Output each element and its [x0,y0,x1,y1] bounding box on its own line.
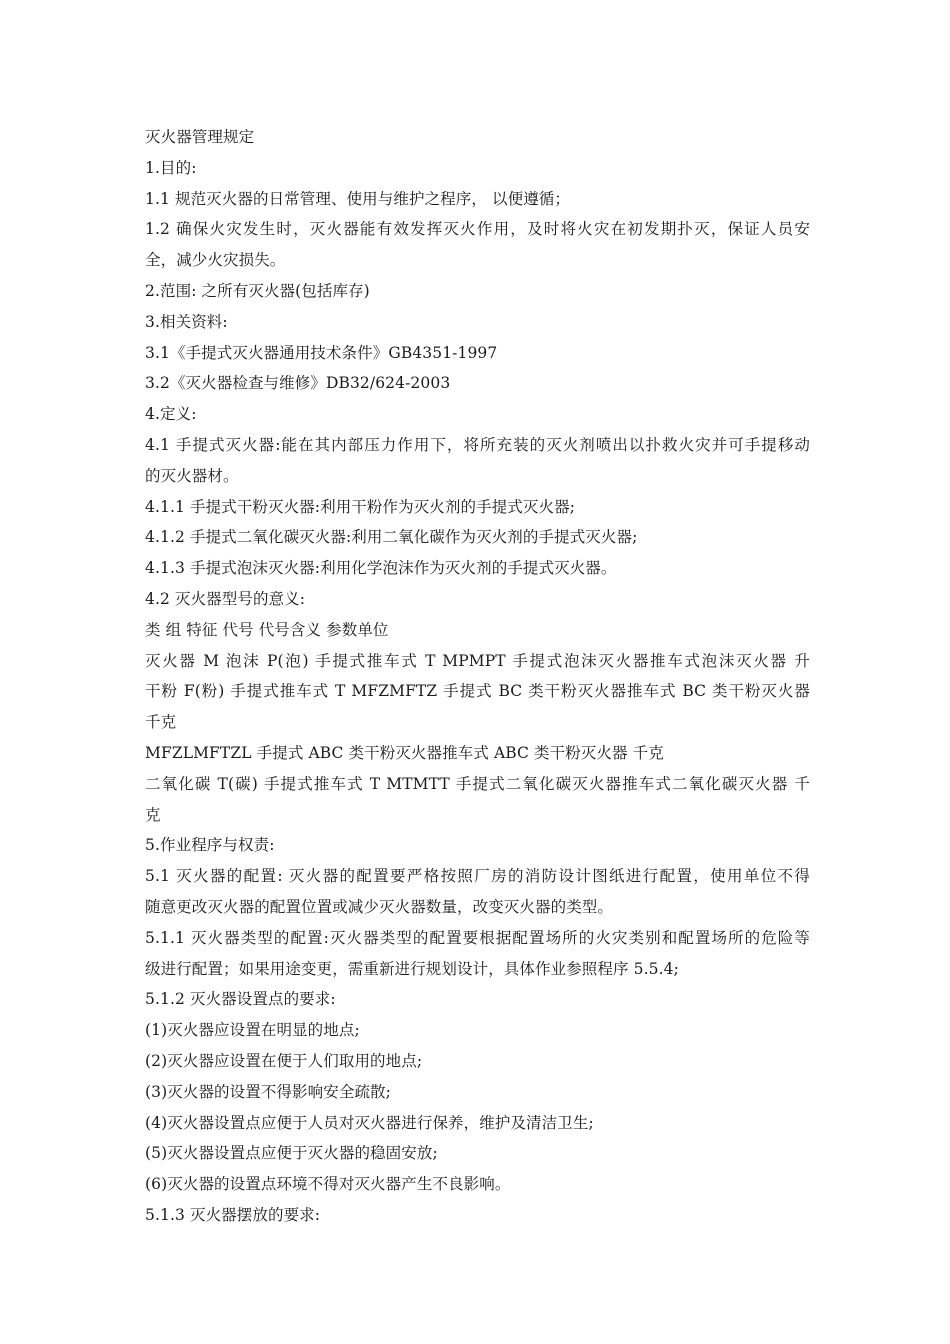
text-line: 类 组 特征 代号 代号含义 参数单位 [145,620,389,639]
text-line: 5.1.3 灭火器摆放的要求: [145,1205,321,1224]
text-line: MFZLMFTZL 手提式 ABC 类干粉灭火器推车式 ABC 类干粉灭火器 千克 [145,743,664,762]
text-line: 5.1.2 灭火器设置点的要求: [145,990,336,1009]
text-line: 全，减少火灾损失。 [145,251,286,270]
text-line: 4.1.2 手提式二氧化碳灭火器:利用二氧化碳作为灭火剂的手提式灭火器; [145,528,638,547]
text-line: 4.2 灭火器型号的意义: [145,589,306,608]
text-line: 4.1.3 手提式泡沫灭火器:利用化学泡沫作为灭火剂的手提式灭火器。 [145,559,617,578]
text-line: 的灭火器材。 [145,466,239,485]
text-line: 5.1 灭火器的配置: 灭火器的配置要严格按照厂房的消防设计图纸进行配置，使用单位不得 [145,867,810,886]
text-line: 随意更改灭火器的配置位置或减少灭火器数量，改变灭火器的类型。 [145,897,614,916]
document-title: 灭火器管理规定 [145,128,255,146]
list-item: (3)灭火器的设置不得影响安全疏散; [145,1082,391,1101]
text-line: 3.2《灭火器检查与维修》DB32/624-2003 [145,374,451,393]
list-item: (6)灭火器的设置点环境不得对灭火器产生不良影响。 [145,1175,511,1194]
section-heading: 5.作业程序与权责: [145,836,275,855]
text-line: 二氧化碳 T(碳) 手提式推车式 T MTMTT 手提式二氧化碳灭火器推车式二氧化碳灭火器 千 [145,774,810,793]
list-item: (1)灭火器应设置在明显的地点; [145,1021,360,1040]
text-line: 千克 [145,713,177,732]
list-item: (4)灭火器设置点应便于人员对灭火器进行保养，维护及清洁卫生; [145,1113,594,1132]
document-body [145,122,810,1231]
text-line: 级进行配置；如果用途变更，需重新进行规划设计，具体作业参照程序 5.5.4; [145,959,679,978]
list-item: (2)灭火器应设置在便于人们取用的地点; [145,1051,423,1070]
text-line: 4.1.1 手提式干粉灭火器:利用干粉作为灭火剂的手提式灭火器; [145,497,576,516]
section-heading: 2.范围: 之所有灭火器(包括库存) [145,281,370,300]
text-line: 干粉 F(粉) 手提式推车式 T MFZMFTZ 手提式 BC 类干粉灭火器推车式 BC 类干粉灭火器 [145,682,810,701]
text-line: 克 [145,805,161,824]
text-line: 灭火器 M 泡沫 P(泡) 手提式推车式 T MPMPT 手提式泡沫灭火器推车式泡沫灭火器 升 [145,651,810,670]
text-line: 5.1.1 灭火器类型的配置:灭火器类型的配置要根据配置场所的火灾类别和配置场所的危险等 [145,928,810,947]
text-line: 1.1 规范灭火器的日常管理、使用与维护之程序， 以便遵循； [145,189,571,208]
section-heading: 3.相关资料: [145,312,228,331]
section-heading: 1.目的: [145,158,197,177]
list-item: (5)灭火器设置点应便于灭火器的稳固安放; [145,1144,438,1163]
text-line: 4.1 手提式灭火器:能在其内部压力作用下，将所充装的灭火剂喷出以扑救火灾并可手提移动 [145,435,810,454]
text-line: 1.2 确保火灾发生时，灭火器能有效发挥灭火作用，及时将火灾在初发期扑灭，保证人员安 [145,220,810,239]
text-line: 3.1《手提式灭火器通用技术条件》GB4351-1997 [145,343,498,362]
section-heading: 4.定义: [145,405,197,424]
